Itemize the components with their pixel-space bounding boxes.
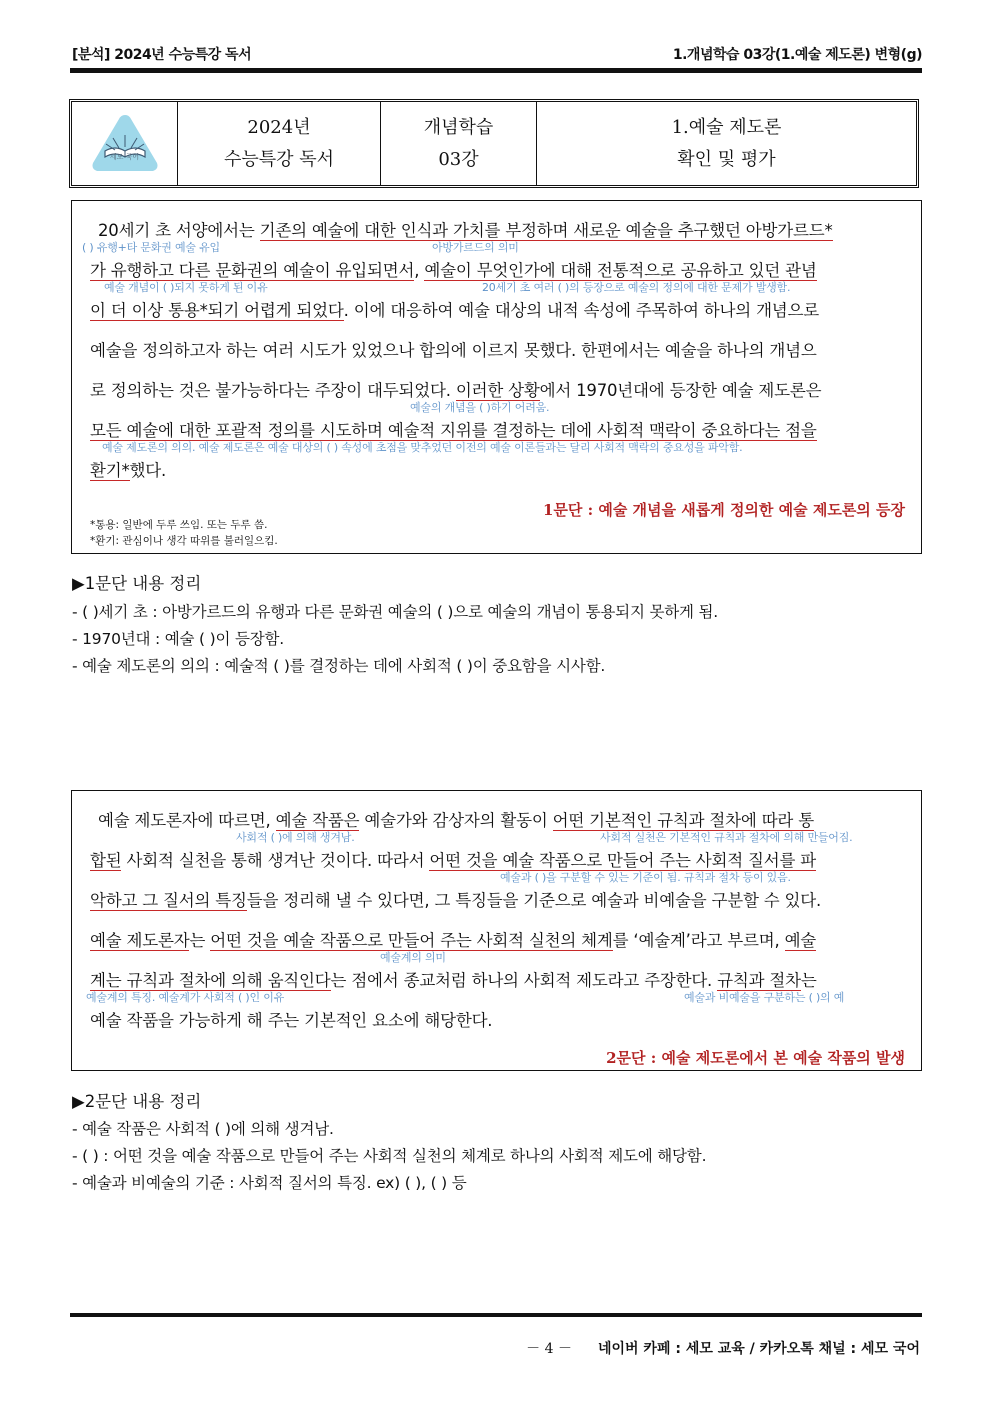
title-table [69,99,919,188]
logo-text: 세모 국어 [109,152,140,161]
passage-2 [71,790,922,1071]
passage2-line-4: 예술 제도론자는 어떤 것을 예술 작품으로 만들어 주는 사회적 실천의 체계를 ‘예술계’라고 부르며, 예술 [90,931,817,950]
paragraph-2-summary: 2문단 : 예술 제도론에서 본 예술 작품의 발생 [606,1049,905,1067]
topic-cell [537,102,916,185]
annotation: 예술과 비예술을 구분하는 ( )의 예 [684,991,845,1004]
book-name: 수능특강 독서 [223,148,335,170]
book-logo [89,111,161,177]
annotation: 사회적 실천은 기본적인 규칙과 절차에 의해 만들어짐. [600,831,853,844]
footnotes [90,517,278,549]
section-1-item: - 1970년대 : 예술 ( )이 등장함. [72,630,285,648]
passage1-line-2: 가 유행하고 다른 문화권의 예술이 유입되면서, 예술이 무엇인가에 대해 전통적으로 공유하고 있던 관념 [90,261,817,280]
annotation: ( ) 유행+타 문화권 예술 유입 [82,241,220,254]
section-2-item: - ( ) : 어떤 것을 예술 작품으로 만들어 주는 사회적 실천의 체계로 하나의 사회적 제도에 해당함. [72,1147,707,1165]
passage2-line-6: 예술 작품을 가능하게 해 주는 기본적인 요소에 해당한다. [90,1011,493,1030]
paragraph-1-summary: 1문단 : 예술 개념을 새롭게 정의한 예술 제도론의 등장 [542,501,905,519]
annotation: 예술과 ( )을 구분할 수 있는 기준이 됨. 규칙과 절차 등이 있음. [500,871,791,884]
section-1-item: - ( )세기 초 : 아방가르드의 유행과 다른 문화권 예술의 ( )으로 예술의 개념이 통용되지 못하게 됨. [72,603,718,621]
passage2-line-2: 합된 사회적 실천을 통해 생겨난 것이다. 따라서 어떤 것을 예술 작품으로 만들어 주는 사회적 질서를 파 [90,851,817,870]
header-divider [70,68,922,73]
passage2-line-3: 악하고 그 질서의 특징들을 정리해 낼 수 있다면, 그 특징들을 기준으로 예술과 비예술을 구분할 수 있다. [90,891,822,910]
lesson-cell [381,102,537,185]
passage2-line-5: 계는 규칙과 절차에 의해 움직인다는 점에서 종교처럼 하나의 사회적 제도라고 주장한다. 규칙과 절차는 [90,971,817,990]
header-left: [분석] 2024년 수능특강 독서 [72,47,252,63]
annotation: 사회적 ( )에 의해 생겨남. [236,831,355,844]
book-year: 2024년 [247,116,311,138]
footnote-tongyong: *통용: 일반에 두루 쓰임. 또는 두루 씀. [90,519,268,531]
footer-channel-text: 네이버 카페 : 세모 교육 / 카카오톡 채널 : 세모 국어 [597,1341,920,1357]
passage1-line-4: 예술을 정의하고자 하는 여러 시도가 있었으나 합의에 이르지 못했다. 한편에서는 예술을 하나의 개념으 [90,341,817,360]
annotation: 예술의 개념을 ( )하기 어려움. [410,401,550,414]
logo-cell [72,102,178,185]
section-2-title: ▶2문단 내용 정리 [72,1092,202,1111]
footnote-hwangi: *환기: 관심이나 생각 따위를 불러일으킴. [90,535,278,547]
lesson-number: 03강 [438,148,479,170]
passage2-line-1: 예술 제도론자에 따르면, 예술 작품은 예술가와 감상자의 활동이 어떤 기본적인 규칙과 절차에 따라 통 [98,811,814,830]
annotation: 예술계의 특징. 예술계가 사회적 ( )인 이유 [86,991,285,1004]
passage-1 [71,200,922,554]
topic-title: 1.예술 제도론 [671,116,782,138]
passage1-line-6: 모든 예술에 대한 포괄적 정의를 시도하며 예술적 지위를 결정하는 데에 사회적 맥락이 중요하다는 점을 [90,421,817,440]
passage1-line-1: 20세기 초 서양에서는 기존의 예술에 대한 인식과 가치를 부정하며 새로운 예술을 추구했던 아방가르드* [98,221,833,240]
section-2-item: - 예술 작품은 사회적 ( )에 의해 생겨남. [72,1120,334,1138]
lesson-type: 개념학습 [423,116,494,138]
annotation: 예술 제도론의 의의. 예술 제도론은 예술 대상의 ( ) 속성에 초점을 맞추었던 이전의 예술 이론들과는 달리 사회적 맥락의 중요성을 파악함. [102,441,743,454]
section-1-item: - 예술 제도론의 의의 : 예술적 ( )를 결정하는 데에 사회적 ( )이 중요함을 시사함. [72,657,606,675]
header-right: 1.개념학습 03강(1.예술 제도론) 변형(g) [672,47,922,63]
annotation: 아방가르드의 의미 [432,241,519,254]
annotation: 예술계의 의미 [380,951,446,964]
book-title-cell [178,102,381,185]
footer-divider [70,1313,922,1317]
annotation: 예술 개념이 ( )되지 못하게 된 이유 [104,281,268,294]
annotation: 20세기 초 여러 ( )의 등장으로 예술의 정의에 대한 문제가 발생함. [482,281,791,294]
topic-subtitle: 확인 및 평가 [677,148,776,170]
passage1-line-7: 환기*했다. [90,461,167,480]
passage1-line-3: 이 더 이상 통용*되기 어렵게 되었다. 이에 대응하여 예술 대상의 내적 속성에 주목하여 하나의 개념으로 [90,301,820,320]
page-footer [526,1338,920,1358]
page-number: － 4 － [526,1341,572,1357]
section-2-item: - 예술과 비예술의 기준 : 사회적 질서의 특징. ex) ( ), ( ) 등 [72,1174,467,1192]
section-1-title: ▶1문단 내용 정리 [72,574,202,593]
passage1-line-5: 로 정의하는 것은 불가능하다는 주장이 대두되었다. 이러한 상황에서 1970년대에 등장한 예술 제도론은 [90,381,822,400]
